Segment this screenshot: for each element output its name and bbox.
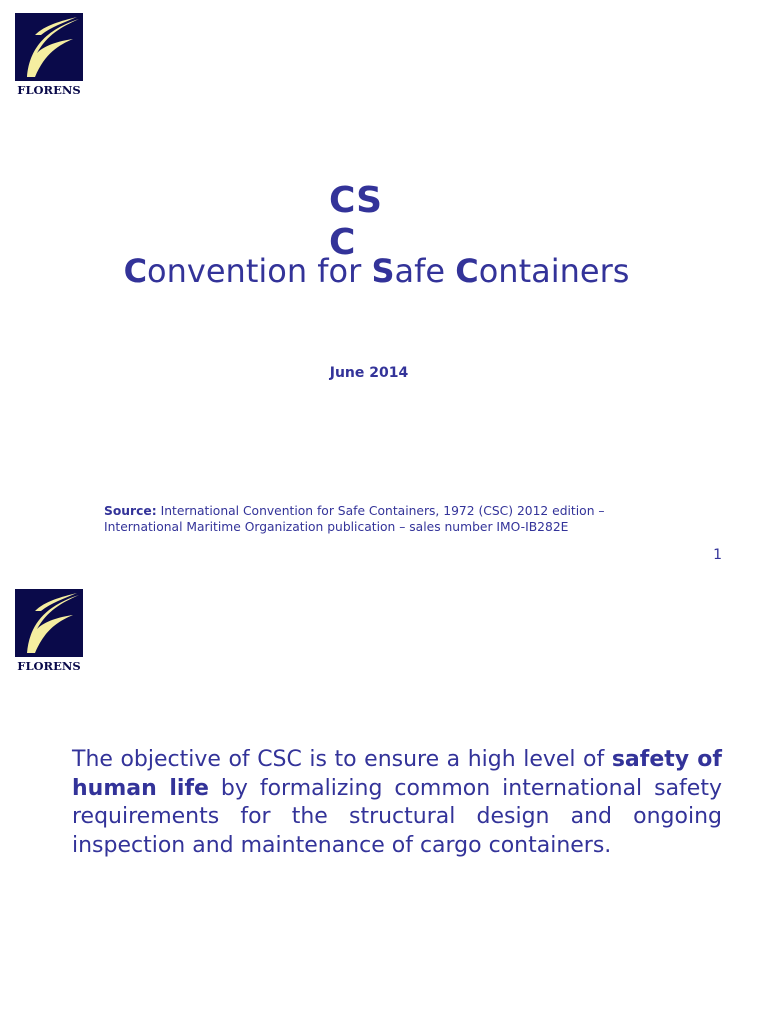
title-part-4: afe [394, 252, 456, 290]
florens-f-logo-icon [15, 13, 83, 81]
source-text: International Convention for Safe Containers, 1972 (CSC) 2012 edition – International Maritime Organization publication – sales number IMO-IB282E [104, 504, 605, 534]
acronym-heading: CSC [329, 180, 383, 263]
florens-logo [14, 589, 84, 673]
slide-2 [0, 576, 768, 1024]
source-label: Source: [104, 504, 157, 518]
florens-f-logo-icon [15, 589, 83, 657]
convention-title [0, 250, 753, 292]
title-part-3: S [371, 252, 395, 290]
objective-paragraph [72, 746, 722, 860]
florens-logo [14, 13, 84, 97]
presentation-date: June 2014 [329, 365, 409, 381]
logo-wordmark: FLORENS [17, 83, 81, 97]
title-part-5: C [455, 252, 479, 290]
source-citation [104, 503, 664, 535]
title-part-1: C [123, 252, 148, 290]
title-part-6: ontainers [478, 252, 630, 290]
logo-wordmark: FLORENS [17, 659, 81, 673]
objective-emphasis: safety of human life [72, 747, 722, 801]
objective-lead: The objective of CSC is to ensure a high level of [72, 747, 612, 772]
page-number: 1 [713, 547, 722, 563]
title-part-2: onvention for [147, 252, 372, 290]
objective-rest: by formalizing common international safety requirements for the structural design and ongoing inspection and maintenance of cargo containers. [72, 775, 722, 858]
